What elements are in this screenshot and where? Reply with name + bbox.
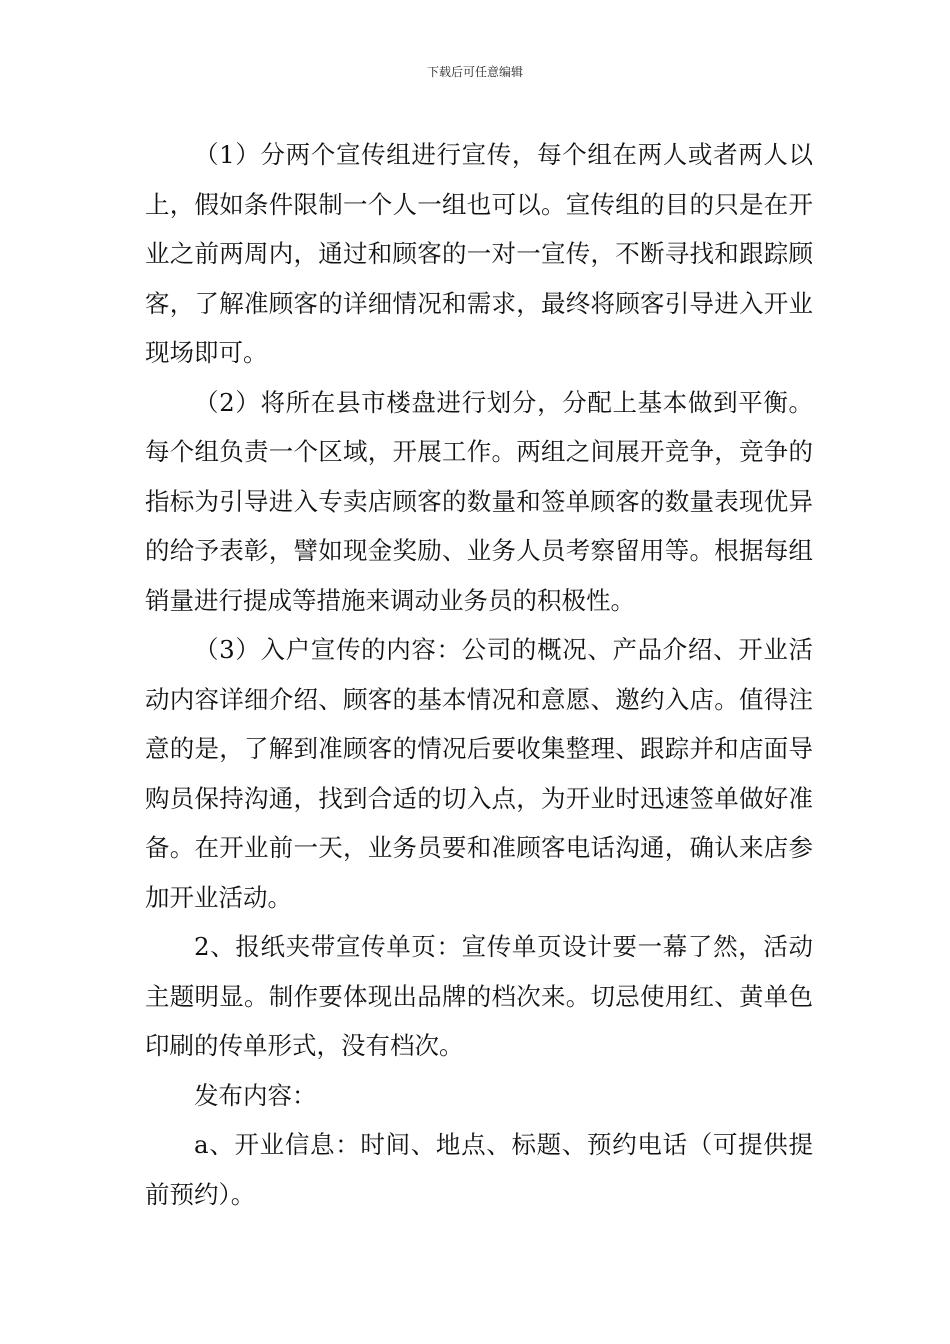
paragraph-area-division: （2）将所在县市楼盘进行划分，分配上基本做到平衡。每个组负责一个区域，开展工作。两组之间展开竞争，竞争的指标为引导进入专卖店顾客的数量和签单顾客的数量表现优异的给予表彰，譬如现金奖励、业务人员考察留用等。根据每组销量进行提成等措施来调动业务员的积极性。 bbox=[145, 387, 813, 615]
document-body bbox=[145, 130, 813, 1219]
paragraph-door-to-door-content: （3）入户宣传的内容：公司的概况、产品介绍、开业活动内容详细介绍、顾客的基本情况和意愿、邀约入店。值得注意的是，了解到准顾客的情况后要收集整理、跟踪并和店面导购员保持沟通，找到合适的切入点，为开业时迅速签单做好准备。在开业前一天，业务员要和准顾客电话沟通，确认来店参加开业活动。 bbox=[145, 635, 813, 912]
page-header: 下载后可任意编辑 bbox=[426, 65, 523, 79]
paragraph-publish-content-heading: 发布内容： bbox=[194, 1080, 317, 1110]
paragraph-opening-info: a、开业信息：时间、地点、标题、预约电话（可提供提前预约）。 bbox=[145, 1130, 813, 1209]
paragraph-newspaper-flyer: 2、报纸夹带宣传单页：宣传单页设计要一幕了然，活动主题明显。制作要体现出品牌的档次来。切忌使用红、黄单色印刷的传单形式，没有档次。 bbox=[145, 932, 813, 1060]
paragraph-promotion-groups: （1）分两个宣传组进行宣传，每个组在两人或者两人以上，假如条件限制一个人一组也可以。宣传组的目的只是在开业之前两周内，通过和顾客的一对一宣传，不断寻找和跟踪顾客，了解准顾客的详细情况和需求，最终将顾客引导进入开业现场即可。 bbox=[145, 140, 813, 367]
